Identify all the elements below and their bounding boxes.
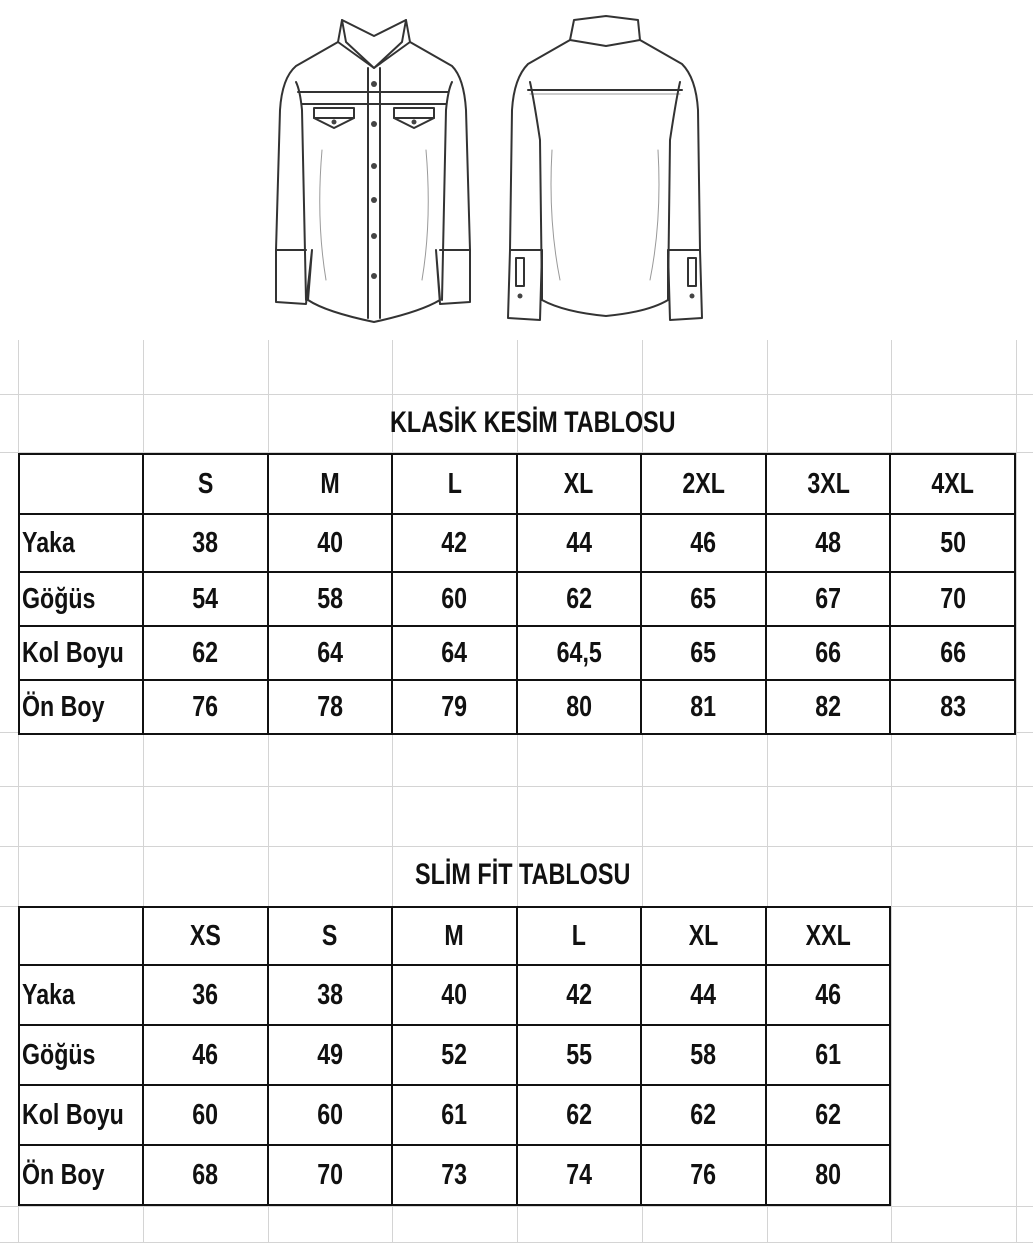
value-cell: 40 [268,514,393,572]
table-row [19,1145,890,1205]
value-cell: 55 [517,1025,642,1085]
value-cell: 67 [766,572,891,626]
size-header: M [392,907,517,965]
value-cell: 50 [890,514,1015,572]
value-cell: 36 [143,965,268,1025]
value-cell: 61 [766,1025,891,1085]
table-row [19,680,1015,734]
value-cell: 80 [766,1145,891,1205]
value-cell: 52 [392,1025,517,1085]
size-header: L [392,454,517,514]
value-cell: 42 [392,514,517,572]
value-cell: 62 [517,1085,642,1145]
shirt-back-icon [508,16,702,320]
table-row [19,572,1015,626]
size-header: M [268,454,393,514]
value-cell: 76 [143,680,268,734]
value-cell: 70 [268,1145,393,1205]
value-cell: 58 [641,1025,766,1085]
size-header: XL [641,907,766,965]
value-cell: 65 [641,626,766,680]
value-cell: 49 [268,1025,393,1085]
value-cell: 81 [641,680,766,734]
table-row [19,626,1015,680]
value-cell: 65 [641,572,766,626]
size-header: 3XL [766,454,891,514]
value-cell: 62 [143,626,268,680]
value-cell: 54 [143,572,268,626]
value-cell: 58 [268,572,393,626]
value-cell: 40 [392,965,517,1025]
size-header: XS [143,907,268,965]
value-cell: 62 [641,1085,766,1145]
size-header: 2XL [641,454,766,514]
row-label: Yaka [19,514,143,572]
row-label: Ön Boy [19,1145,143,1205]
table-row [19,1025,890,1085]
row-label: Kol Boyu [19,1085,143,1145]
row-label: Yaka [19,965,143,1025]
table-row [19,514,1015,572]
slim-header-row [19,907,890,965]
slim-title: SLİM FİT TABLOSU [415,858,631,891]
size-header: XXL [766,907,891,965]
value-cell: 44 [517,514,642,572]
value-cell: 74 [517,1145,642,1205]
value-cell: 78 [268,680,393,734]
shirt-illustration [0,0,1033,340]
value-cell: 66 [766,626,891,680]
size-header: L [517,907,642,965]
slim-size-table [18,906,891,1206]
value-cell: 80 [517,680,642,734]
size-header: S [268,907,393,965]
value-cell: 61 [392,1085,517,1145]
size-header: 4XL [890,454,1015,514]
value-cell: 68 [143,1145,268,1205]
value-cell: 73 [392,1145,517,1205]
header-empty-cell [19,907,143,965]
value-cell: 76 [641,1145,766,1205]
value-cell: 38 [268,965,393,1025]
table-row [19,1085,890,1145]
value-cell: 64 [268,626,393,680]
row-label: Göğüs [19,572,143,626]
value-cell: 60 [143,1085,268,1145]
value-cell: 46 [641,514,766,572]
value-cell: 60 [392,572,517,626]
value-cell: 70 [890,572,1015,626]
value-cell: 66 [890,626,1015,680]
table-row [19,965,890,1025]
value-cell: 38 [143,514,268,572]
row-label: Ön Boy [19,680,143,734]
value-cell: 60 [268,1085,393,1145]
value-cell: 62 [517,572,642,626]
value-cell: 79 [392,680,517,734]
value-cell: 48 [766,514,891,572]
row-label: Göğüs [19,1025,143,1085]
size-header: XL [517,454,642,514]
value-cell: 42 [517,965,642,1025]
value-cell: 62 [766,1085,891,1145]
klasik-size-table [18,453,1016,735]
header-empty-cell [19,454,143,514]
value-cell: 64 [392,626,517,680]
value-cell: 46 [143,1025,268,1085]
value-cell: 64,5 [517,626,642,680]
value-cell: 44 [641,965,766,1025]
value-cell: 83 [890,680,1015,734]
klasik-title: KLASİK KESİM TABLOSU [390,406,676,439]
klasik-header-row [19,454,1015,514]
value-cell: 82 [766,680,891,734]
row-label: Kol Boyu [19,626,143,680]
value-cell: 46 [766,965,891,1025]
size-header: S [143,454,268,514]
